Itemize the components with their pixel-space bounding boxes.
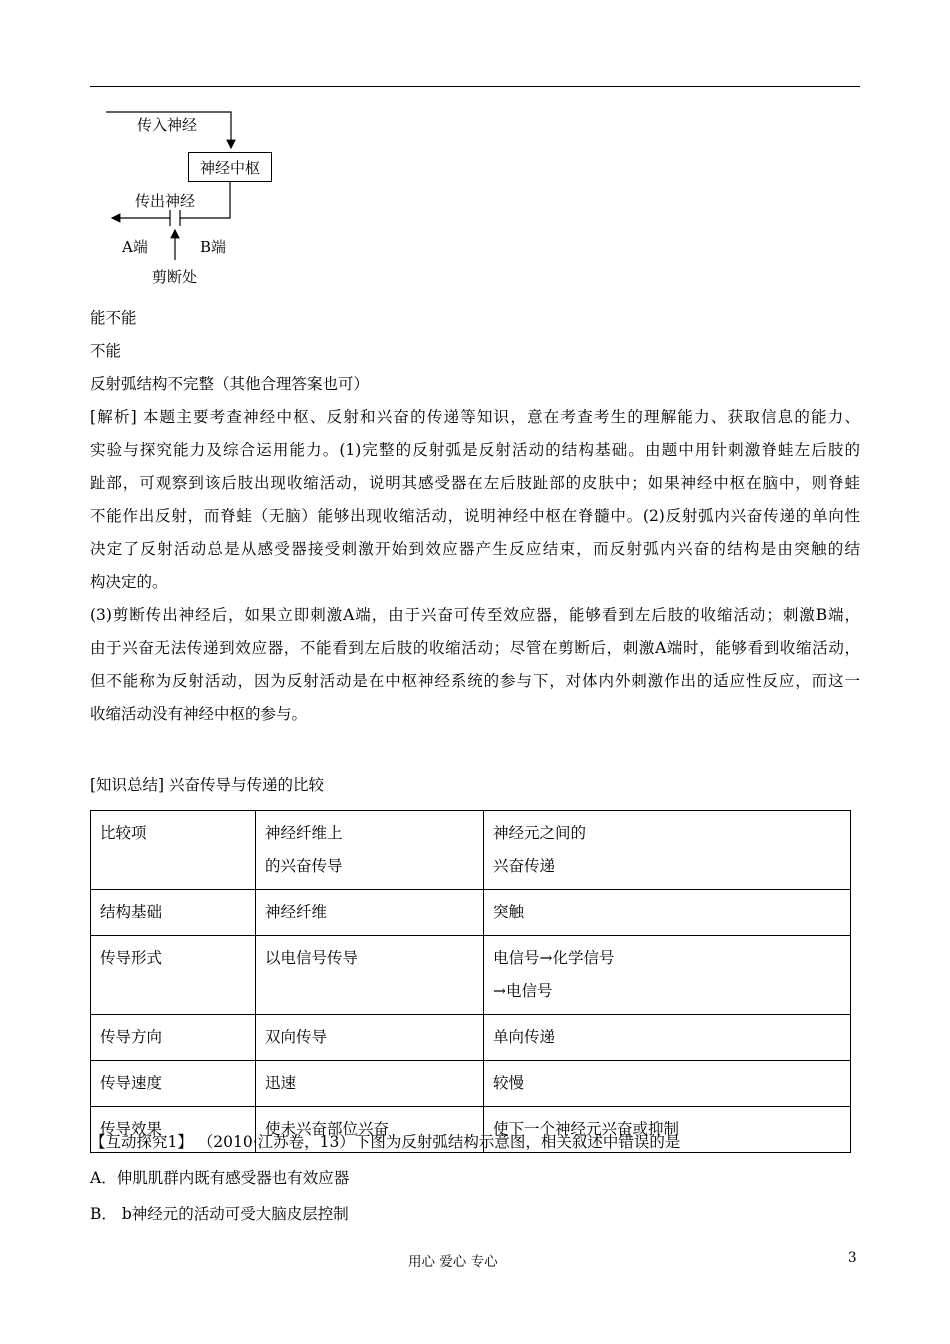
- analysis-line: [解析] 本题主要考查神经中枢、反射和兴奋的传递等知识，意在考查考生的理解能力、获取信息的能力、: [90, 408, 860, 426]
- table-cell: 电信号→化学信号 →电信号: [484, 936, 851, 1015]
- table-cell: 传导速度: [91, 1061, 256, 1107]
- table-cell: 传导形式: [91, 936, 256, 1015]
- option-a: A．伸肌肌群内既有感受器也有效应器: [90, 1169, 350, 1187]
- table-cell: 神经纤维上 的兴奋传导: [256, 811, 484, 890]
- analysis-line: (3)剪断传出神经后，如果立即刺激A端，由于兴奋可传至效应器，能够看到左后肢的收缩活动；刺激B端，: [90, 606, 860, 624]
- table-cell: 结构基础: [91, 890, 256, 936]
- table-cell: 比较项: [91, 811, 256, 890]
- table-row: [91, 1015, 851, 1061]
- table-cell: 传导效果: [91, 1107, 256, 1153]
- option-b: B． b神经元的活动可受大脑皮层控制: [90, 1205, 349, 1223]
- table-cell: 迅速: [256, 1061, 484, 1107]
- table-cell: 神经元之间的 兴奋传递: [484, 811, 851, 890]
- page-number: 3: [848, 1250, 857, 1266]
- question-stem: 【互动探究1】 （2010·江苏卷，13）下图为反射弧结构示意图，相关叙述中错误的是: [90, 1133, 681, 1151]
- efferent-label: 传出神经: [135, 192, 196, 210]
- analysis-line: 构决定的。: [90, 573, 168, 591]
- end-a-label: A端: [122, 238, 148, 256]
- analysis-text: [90, 401, 860, 731]
- table-cell: 双向传导: [256, 1015, 484, 1061]
- analysis-line: 但不能称为反射活动，因为反射活动是在中枢神经系统的参与下，对体内外刺激作出的适应性反应，而这一: [90, 672, 860, 690]
- footer-motto: 用心 爱心 专心: [408, 1254, 498, 1270]
- analysis-line: 收缩活动没有神经中枢的参与。: [90, 705, 308, 723]
- header-rule: [90, 86, 860, 87]
- analysis-line: 决定了反射活动总是从感受器接受刺激开始到效应器产生反应结束，而反射弧内兴奋的结构是由突触的结: [90, 540, 860, 558]
- answer-3: 反射弧结构不完整（其他合理答案也可）: [90, 375, 370, 393]
- table-cell: 单向传递: [484, 1015, 851, 1061]
- reflex-arc-diagram: [90, 100, 310, 300]
- answer-2: 不能: [90, 342, 122, 360]
- table-cell: 使未兴奋部位兴奋: [256, 1107, 484, 1153]
- table-cell: 较慢: [484, 1061, 851, 1107]
- diagram-lines: [90, 100, 310, 300]
- table-row: [91, 890, 851, 936]
- summary-heading: [知识总结] 兴奋传导与传递的比较: [90, 776, 325, 794]
- table-cell: 神经纤维: [256, 890, 484, 936]
- end-b-label: B端: [200, 238, 227, 256]
- analysis-line: 不能作出反射，而脊蛙（无脑）能够出现收缩活动，说明神经中枢在脊髓中。(2)反射弧内兴奋传递的单向性: [90, 507, 860, 525]
- nerve-center-box: 神经中枢: [188, 152, 272, 182]
- analysis-line: 实验与探究能力及综合运用能力。(1)完整的反射弧是反射活动的结构基础。由题中用针刺激脊蛙左后肢的: [90, 441, 860, 459]
- comparison-table: [90, 810, 851, 1153]
- analysis-line: 由于兴奋无法传递到效应器，不能看到左后肢的收缩活动；尽管在剪断后，刺激A端时，能够看到收缩活动，: [90, 639, 860, 657]
- table-cell: 传导方向: [91, 1015, 256, 1061]
- table-row: [91, 1061, 851, 1107]
- table-cell: 使下一个神经元兴奋或抑制: [484, 1107, 851, 1153]
- cut-label: 剪断处: [152, 268, 198, 286]
- answers: [90, 302, 864, 401]
- table-cell: 以电信号传导: [256, 936, 484, 1015]
- table-cell: 突触: [484, 890, 851, 936]
- afferent-label: 传入神经: [137, 116, 198, 134]
- analysis-line: 趾部，可观察到该后肢出现收缩活动，说明其感受器在左后肢趾部的皮肤中；如果神经中枢在脑中，则脊蛙: [90, 474, 860, 492]
- table-row: [91, 936, 851, 1015]
- table-header-row: [91, 811, 851, 890]
- answer-1: 能不能: [90, 309, 137, 327]
- question-block: [90, 1124, 864, 1232]
